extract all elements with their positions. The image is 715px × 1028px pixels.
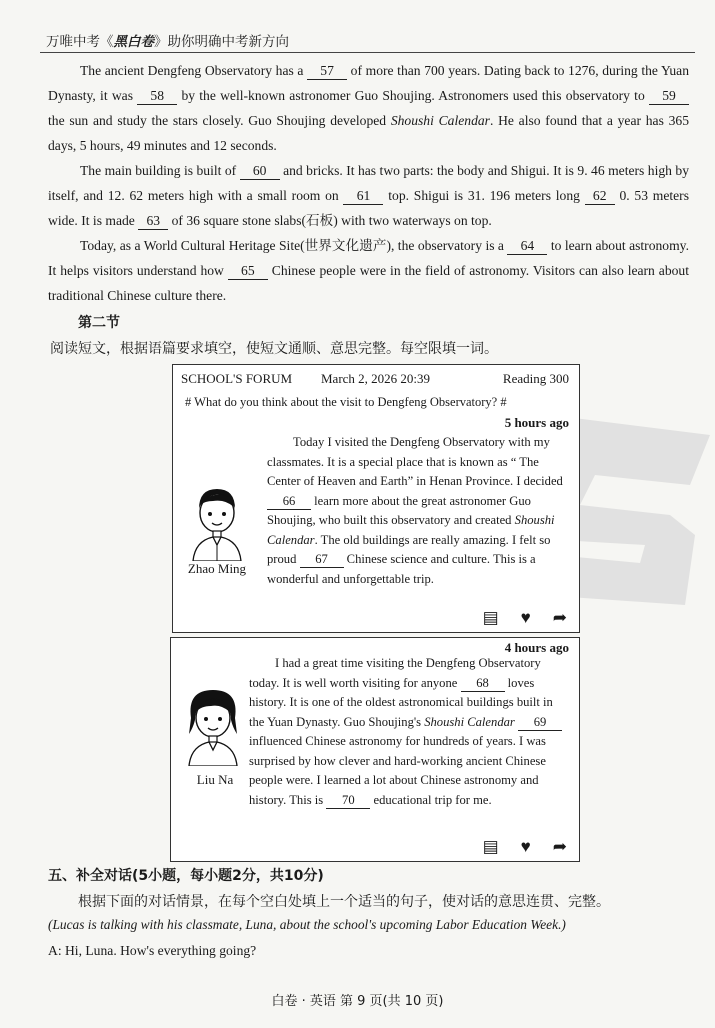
forum-reading-count: Reading 300 <box>502 371 569 386</box>
share-icon[interactable]: ➦ <box>552 837 567 856</box>
post-1-text: Today I visited the Dengfeng Observatory with my classmates. It is a special place that is known as “ The Center of Heaven and Earth” in Henan Province. I decided 66 learn more about the great astronomer Guo Shoujing, who built this observatory and created Shoushi Calendar. The old buildings are really amazing. I felt so proud 67 Chinese science and culture. This is a wonderful and unforgettable trip. <box>267 435 563 586</box>
blank-68[interactable]: 68 <box>461 676 505 692</box>
forum-post-1 <box>172 364 580 633</box>
blank-57[interactable]: 57 <box>307 62 347 80</box>
forum-header <box>181 371 569 387</box>
forum-post-2 <box>170 637 580 862</box>
comment-icon[interactable]: ▤ <box>482 837 499 856</box>
post-2-text: I had a great time visiting the Dengfeng Observatory today. It is well worth visiting for anyone 68 loves history. It is one of the oldest astronomical buildings built in the Yuan Dynasty. Guo Shoujing's Shoushi Calendar 69 influenced Chinese astronomy for hundreds of years. I was surprised by how clever and hard-working ancient Chinese people were. I learned a lot about Chinese astronomy and history. This is 70 educational trip for me. <box>249 654 571 810</box>
blank-69[interactable]: 69 <box>518 715 562 731</box>
girl-avatar-icon <box>181 684 245 766</box>
post-2-author: Liu Na <box>196 772 234 787</box>
section-2-title: 第二节 <box>78 315 120 331</box>
forum-date: March 2, 2026 20:39 <box>321 371 431 386</box>
blank-58[interactable]: 58 <box>137 87 177 105</box>
header-rule <box>40 52 695 53</box>
section-5-instruction: 根据下面的对话情景，在每个空白处填上一个适当的句子，使对话的意思连贯、完整。 <box>78 894 610 910</box>
forum-name: SCHOOL'S FORUM <box>181 371 293 386</box>
share-icon[interactable]: ➦ <box>552 608 567 627</box>
section-2-instruction: 阅读短文，根据语篇要求填空，使短文通顺、意思完整。每空限填一词。 <box>50 341 498 357</box>
blank-59[interactable]: 59 <box>649 87 689 105</box>
blank-62[interactable]: 62 <box>585 187 615 205</box>
post-1-actions <box>483 608 567 628</box>
passage-paragraph-3: Today, as a World Cultural Heritage Site(世界文化遗产), the observatory is a 64 to learn about astronomy. It helps visitors understand how 65 Chinese people were in the field of astronomy. Visitors can also learn about traditional Chinese culture there. <box>48 238 690 303</box>
comment-icon[interactable]: ▤ <box>482 608 499 627</box>
blank-65[interactable]: 65 <box>228 262 268 280</box>
dialogue-line-1: A: Hi, Luna. How's everything going? <box>48 943 257 958</box>
passage-paragraph-2: The main building is built of 60 and bricks. It has two parts: the body and Shigui. It is 9. 46 meters high by itself, and 12. 62 meters high with a small room on 61 top. Shigui is 31. 196 meters long 62 0. 53 meters wide. It is made 63 of 36 square stone slabs(石板) with two waterways on top. <box>48 163 689 228</box>
heart-icon[interactable]: ♥ <box>520 608 531 627</box>
dialogue-scene: (Lucas is talking with his classmate, Luna, about the school's upcoming Labor Education Week.) <box>48 917 566 932</box>
boy-avatar-icon <box>187 483 247 561</box>
blank-70[interactable]: 70 <box>326 793 370 809</box>
blank-67[interactable]: 67 <box>300 552 344 568</box>
post-1-author: Zhao Ming <box>187 561 247 576</box>
forum-topic: # What do you think about the visit to Dengfeng Observatory? # <box>185 395 507 409</box>
page-footer: 白卷 · 英语 第 9 页(共 10 页) <box>271 994 444 1009</box>
blank-64[interactable]: 64 <box>507 237 547 255</box>
blank-66[interactable]: 66 <box>267 494 311 510</box>
post-2-time: 4 hours ago <box>504 640 569 655</box>
blank-63[interactable]: 63 <box>138 212 168 230</box>
heart-icon[interactable]: ♥ <box>520 837 531 856</box>
blank-60[interactable]: 60 <box>240 162 280 180</box>
brand-name: 黑白卷 <box>113 34 154 50</box>
post-2-actions <box>483 837 567 857</box>
section-5-title: 五、补全对话(5小题，每小题2分，共10分) <box>48 868 324 884</box>
blank-61[interactable]: 61 <box>343 187 383 205</box>
post-1-time: 5 hours ago <box>504 415 569 430</box>
page-header: 万唯中考《黑白卷》助你明确中考新方向 <box>46 34 289 50</box>
passage-paragraph-1: The ancient Dengfeng Observatory has a 57 of more than 700 years. Dating back to 1276, during the Yuan Dynasty, it was 58 by the well-known astronomer Guo Shoujing. Astronomers used this observatory to 59 the sun and study the stars closely. Guo Shoujing developed Shoushi Calendar. He also found that a year has 365 days, 5 hours, 49 minutes and 12 seconds. <box>48 63 689 153</box>
